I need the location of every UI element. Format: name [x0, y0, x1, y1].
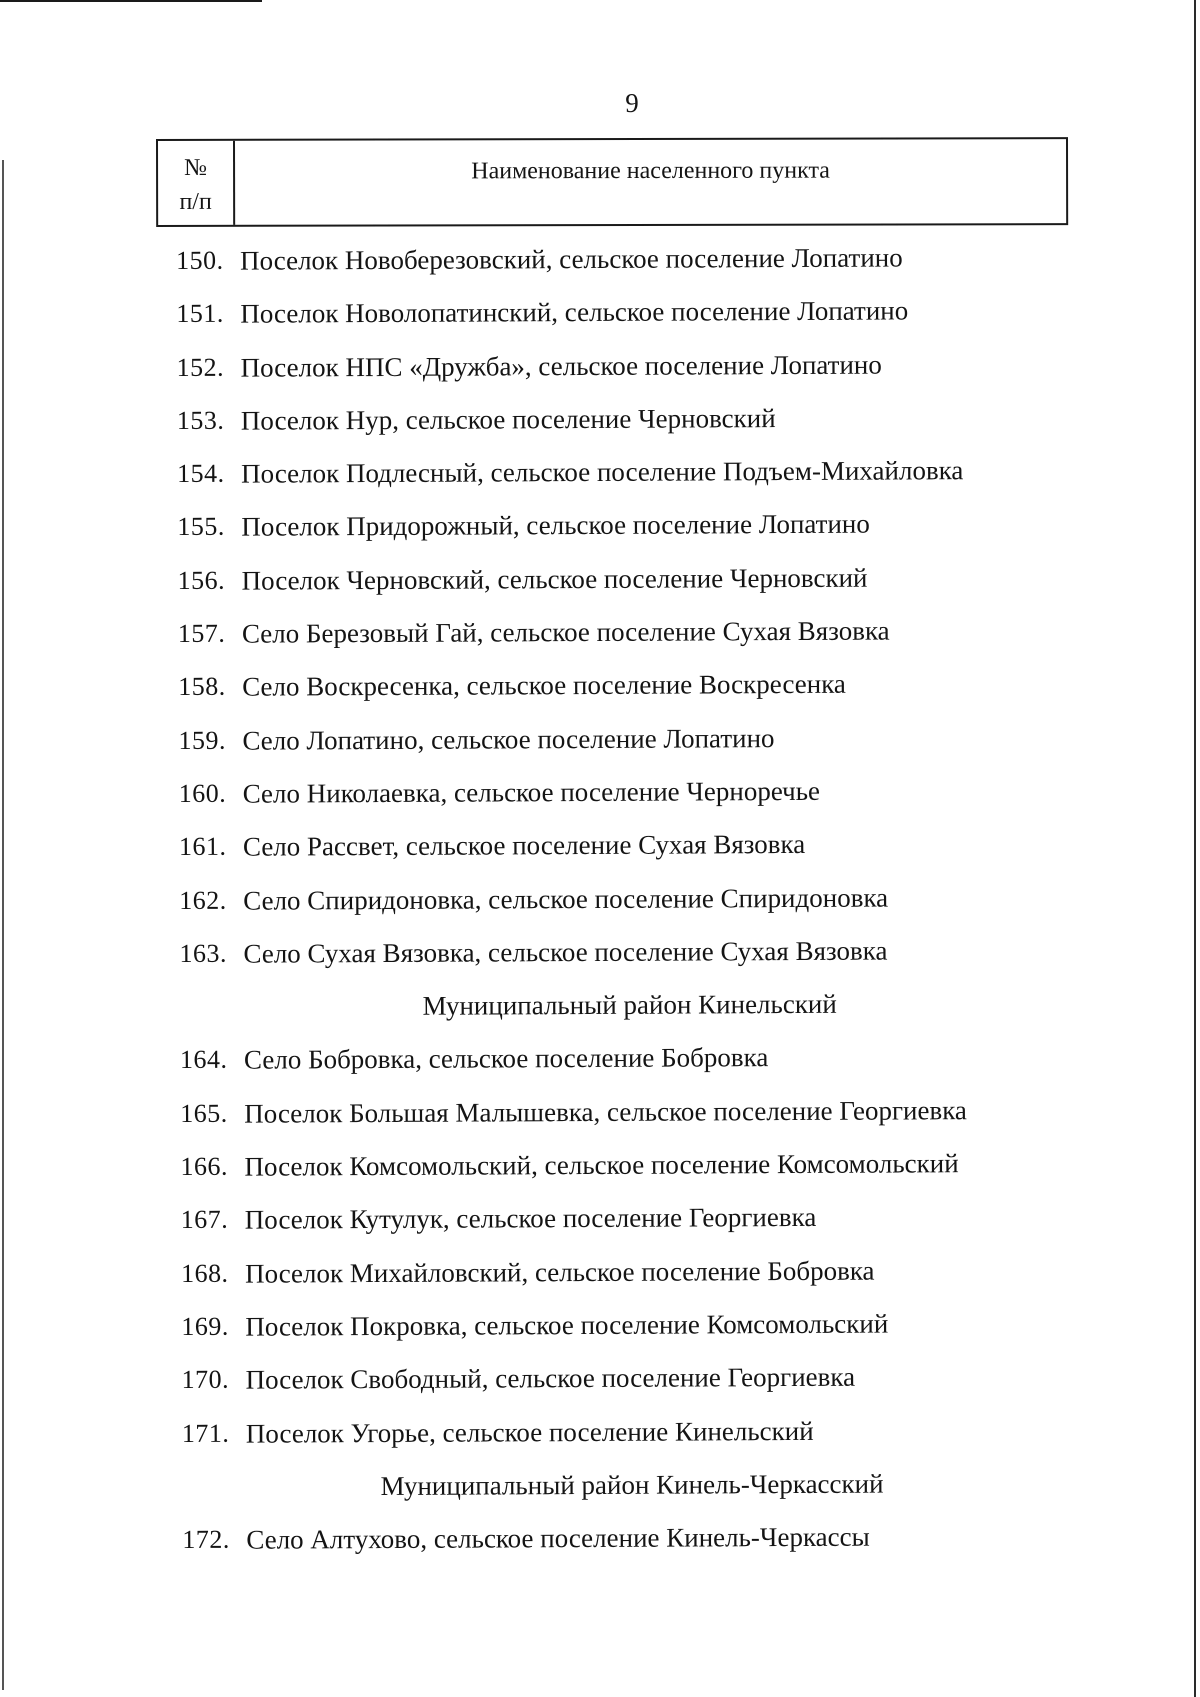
settlement-name: Село Лопатино, сельское поселение Лопатино: [242, 722, 775, 756]
table-row: [178, 721, 1078, 779]
settlement-name: Поселок Михайловский, сельское поселение Бобровка: [244, 1255, 875, 1289]
row-number: 152.: [176, 352, 225, 382]
row-number: 170.: [181, 1364, 230, 1395]
settlement-name: Село Николаевка, сельское поселение Черноречье: [242, 775, 821, 809]
table-row: [177, 455, 1077, 513]
table-row: [176, 242, 1076, 300]
table-row: [181, 1201, 1081, 1259]
scan-edge-left: [2, 160, 4, 1690]
page-number: 9: [625, 88, 639, 118]
settlement-name: Поселок Большая Малышевка, сельское поселение Георгиевка: [244, 1094, 967, 1129]
table-row: [181, 1308, 1081, 1366]
settlement-name: Поселок Новолопатинский, сельское поселение Лопатино: [240, 295, 909, 329]
settlement-name: Поселок Придорожный, сельское поселение Лопатино: [241, 509, 870, 543]
scan-border-line: [0, 0, 262, 2]
settlement-name: Поселок Покровка, сельское поселение Комсомольский: [245, 1308, 889, 1342]
settlement-name: Поселок Черновский, сельское поселение Черновский: [241, 562, 868, 596]
header-name-column: Наименование населенного пункта: [471, 157, 830, 185]
row-number: 153.: [176, 405, 225, 435]
row-number: 167.: [180, 1205, 229, 1235]
district-title: Муниципальный район Кинельский: [422, 988, 837, 1021]
settlement-name: Поселок Свободный, сельское поселение Георгиевка: [245, 1361, 856, 1395]
table-row: [177, 401, 1077, 459]
row-number: 172.: [182, 1524, 230, 1555]
row-number: 171.: [181, 1418, 230, 1448]
district-heading: [180, 988, 1080, 1046]
settlement-name: Село Рассвет, сельское поселение Сухая Вязовка: [242, 829, 806, 862]
table-row: [177, 508, 1077, 566]
table-row: [176, 295, 1076, 353]
table-row: [179, 828, 1079, 886]
row-number: 150.: [176, 245, 224, 275]
row-number: 169.: [181, 1311, 229, 1341]
row-number: 163.: [179, 938, 228, 968]
table-row: [181, 1254, 1081, 1312]
district-title: Муниципальный район Кинель-Черкасский: [380, 1468, 884, 1501]
row-number: 164.: [179, 1045, 228, 1075]
table-row: [177, 348, 1077, 406]
row-number: 160.: [178, 778, 227, 808]
table-row: [182, 1414, 1082, 1472]
settlement-name: Село Спиридоновка, сельское поселение Спиридоновка: [243, 882, 889, 916]
table-row: [178, 561, 1078, 619]
settlement-list: [176, 242, 1083, 1579]
settlement-name: Село Бобровка, сельское поселение Бобровка: [243, 1042, 769, 1076]
row-number: 158.: [178, 672, 226, 702]
row-number: 161.: [178, 832, 227, 862]
row-number: 159.: [178, 725, 226, 755]
header-number-column: [158, 141, 235, 225]
table-row: [179, 775, 1079, 833]
settlement-name: Поселок Комсомольский, сельское поселение Комсомольский: [244, 1148, 959, 1182]
table-row: [178, 615, 1078, 673]
settlement-name: Поселок Подлесный, сельское поселение Подъем-Михайловка: [241, 455, 964, 489]
row-number: 155.: [177, 512, 225, 542]
table-row: [181, 1361, 1081, 1419]
settlement-name: Село Воскресенка, сельское поселение Воскресенка: [242, 669, 846, 703]
settlement-name: Поселок Кутулук, сельское поселение Георгиевка: [244, 1202, 817, 1236]
row-number: 165.: [180, 1098, 228, 1128]
settlement-name: Поселок Угорье, сельское поселение Кинельский: [245, 1415, 814, 1449]
row-number: 168.: [180, 1258, 229, 1288]
table-header: [156, 137, 1068, 227]
table-row: [179, 934, 1079, 992]
settlement-name: Поселок НПС «Дружба», сельское поселение Лопатино: [240, 349, 882, 383]
settlement-name: Село Сухая Вязовка, сельское поселение Сухая Вязовка: [243, 935, 888, 969]
table-row: [180, 1041, 1080, 1099]
table-row: [180, 1094, 1080, 1152]
table-row: [179, 881, 1079, 939]
district-heading: [182, 1467, 1082, 1525]
row-number: 162.: [179, 885, 227, 915]
row-number: 151.: [176, 299, 224, 329]
row-number: 154.: [177, 458, 225, 489]
scan-edge-right: [1194, 0, 1196, 1697]
row-number: 157.: [177, 618, 226, 649]
row-number: 156.: [177, 565, 226, 595]
settlement-name: Село Березовый Гай, сельское поселение Сухая Вязовка: [241, 615, 890, 649]
settlement-name: Поселок Нур, сельское поселение Черновский: [240, 402, 776, 436]
row-number: 166.: [180, 1151, 229, 1182]
table-row: [180, 1148, 1080, 1206]
header-number-sublabel: п/п: [179, 188, 212, 215]
table-row: [182, 1521, 1082, 1579]
settlement-name: Поселок Новоберезовский, сельское поселение Лопатино: [239, 242, 903, 276]
table-row: [178, 668, 1078, 726]
settlement-name: Село Алтухово, сельское поселение Кинель-Черкассы: [246, 1521, 870, 1555]
header-number-label: №: [184, 154, 208, 181]
